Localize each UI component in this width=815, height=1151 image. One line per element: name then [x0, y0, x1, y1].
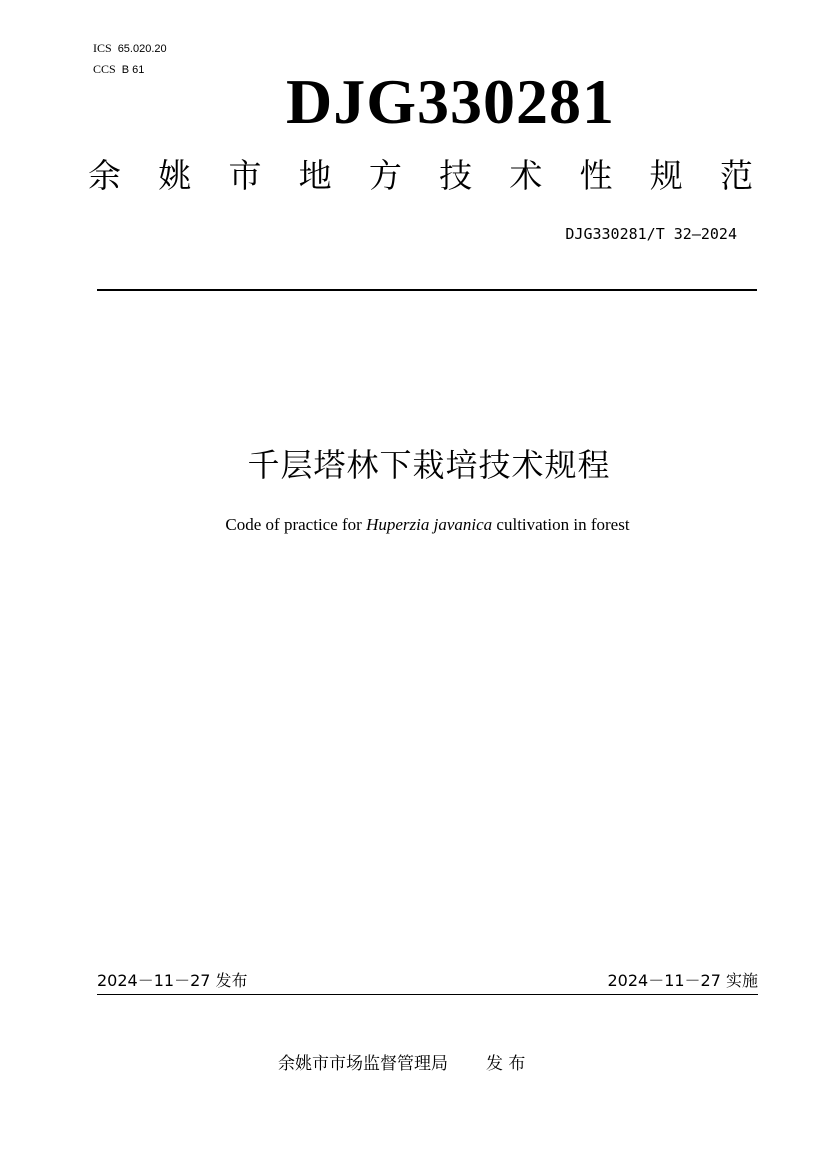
- standard-type-char: 方: [368, 156, 402, 195]
- ics-label: ICS: [93, 41, 112, 55]
- title-english-species: Huperzia javanica: [366, 515, 493, 534]
- ccs-code: [93, 62, 144, 77]
- standard-type-char: 姚: [158, 156, 192, 195]
- title-english: [0, 513, 815, 537]
- issue-date: 2024－11－27 发布: [97, 971, 248, 990]
- publisher-action: 发 布: [486, 1054, 526, 1074]
- standard-number: DJG330281/T 32—2024: [565, 225, 737, 243]
- standard-brand-code: DJG330281: [286, 66, 615, 137]
- bottom-divider: [97, 994, 758, 995]
- ics-code: [93, 41, 167, 56]
- title-chinese: 千层塔林下栽培技术规程: [247, 446, 611, 484]
- standard-type-char: 市: [228, 156, 262, 195]
- ccs-label: CCS: [93, 62, 116, 76]
- standard-type-char: 地: [298, 156, 332, 195]
- ccs-value: B 61: [121, 64, 145, 76]
- standard-type-char: 技: [439, 156, 473, 195]
- title-english-prefix: Code of practice for: [225, 515, 367, 534]
- standard-type-char: 性: [579, 156, 613, 195]
- publisher-name: 余姚市市场监督管理局: [278, 1054, 448, 1074]
- publisher-line: [278, 1052, 525, 1076]
- ics-value: 65.020.20: [117, 43, 167, 55]
- standard-type-title: [88, 154, 753, 198]
- standard-type-char: 术: [509, 156, 543, 195]
- standard-type-char: 规: [649, 156, 683, 195]
- implementation-date: 2024－11－27 实施: [607, 971, 758, 990]
- standard-type-char: 余: [88, 156, 121, 195]
- top-divider: [97, 289, 757, 291]
- standard-type-char: 范: [719, 156, 753, 195]
- title-english-suffix: cultivation in forest: [492, 515, 630, 534]
